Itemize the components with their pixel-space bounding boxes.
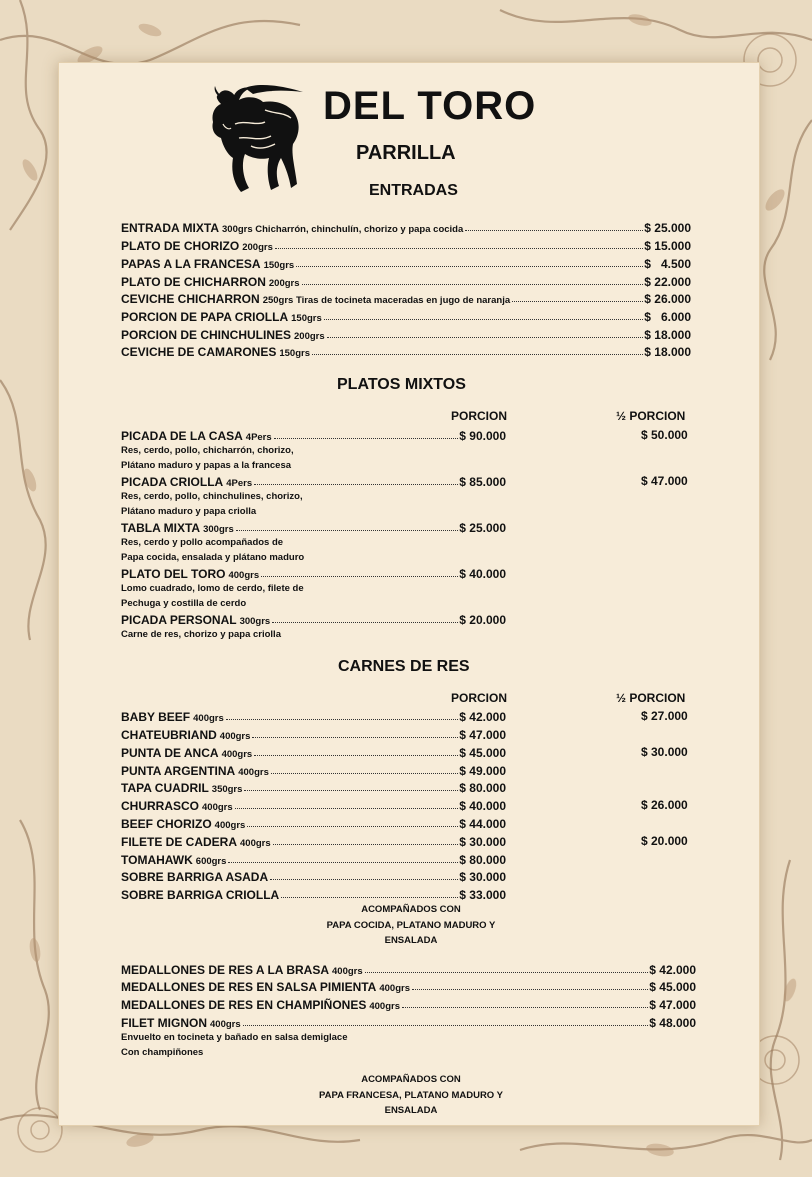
menu-item: SOBRE BARRIGA ASADA $ 30.000 — [121, 870, 506, 884]
menu-item: SOBRE BARRIGA CRIOLLA $ 33.000 — [121, 888, 506, 902]
item-description: Carne de res, chorizo y papa criolla — [121, 629, 281, 640]
item-description: Con champiñones — [121, 1047, 204, 1058]
menu-item: PICADA DE LA CASA 4Pers $ 90.000 — [121, 429, 506, 443]
restaurant-subtitle: PARRILLA — [356, 142, 456, 164]
item-description: Envuelto en tocineta y bañado en salsa demiglace — [121, 1032, 348, 1043]
section-title-platos-mixtos: PLATOS MIXTOS — [337, 376, 466, 393]
menu-item: MEDALLONES DE RES EN CHAMPIÑONES 400grs $ 47.000 — [121, 998, 696, 1012]
column-header-porcion: PORCION — [451, 691, 508, 705]
column-header-porcion: PORCION — [451, 409, 508, 423]
menu-item: PICADA PERSONAL 300grs $ 20.000 — [121, 613, 506, 627]
item-description: Pechuga y costilla de cerdo — [121, 598, 247, 609]
menu-item: CHATEUBRIAND 400grs $ 47.000 — [121, 728, 506, 742]
menu-item: PLATO DE CHORIZO 200grs $ 15.000 — [121, 239, 691, 253]
half-price: $ 30.000 — [641, 745, 688, 759]
item-description: Plátano maduro y papas a la francesa — [121, 460, 292, 471]
menu-item: CEVICHE DE CAMARONES 150grs $ 18.000 — [121, 345, 691, 359]
section-title-carnes-de-res: CARNES DE RES — [338, 658, 470, 675]
menu-item: PORCION DE PAPA CRIOLLA 150grs $ 6.000 — [121, 310, 691, 324]
menu-item: CHURRASCO 400grs $ 40.000 — [121, 799, 506, 813]
item-description: Res, cerdo y pollo acompañados de — [121, 537, 284, 548]
menu-item: FILET MIGNON 400grs $ 48.000 — [121, 1016, 696, 1030]
menu-item: FILETE DE CADERA 400grs $ 30.000 — [121, 835, 506, 849]
half-price: $ 20.000 — [641, 834, 688, 848]
menu-item: MEDALLONES DE RES A LA BRASA 400grs $ 42.000 — [121, 963, 696, 977]
menu-item: ENTRADA MIXTA 300grs Chicharrón, chinchulín, chorizo y papa cocida $ 25.000 — [121, 221, 691, 235]
menu-item: MEDALLONES DE RES EN SALSA PIMIENTA 400grs $ 45.000 — [121, 980, 696, 994]
menu-item: PAPAS A LA FRANCESA 150grs $ 4.500 — [121, 257, 691, 271]
half-price: $ 50.000 — [641, 428, 688, 442]
restaurant-name: DEL TORO — [323, 84, 537, 128]
column-header-half-porcion: ½ PORCION — [616, 691, 686, 705]
menu-item: PUNTA ARGENTINA 400grs $ 49.000 — [121, 764, 506, 778]
menu-item: TABLA MIXTA 300grs $ 25.000 — [121, 521, 506, 535]
menu-item: PLATO DEL TORO 400grs $ 40.000 — [121, 567, 506, 581]
column-header-half-porcion: ½ PORCION — [616, 409, 686, 423]
half-price: $ 26.000 — [641, 798, 688, 812]
half-price: $ 27.000 — [641, 709, 688, 723]
item-description: Res, cerdo, pollo, chinchulines, chorizo, — [121, 491, 303, 502]
menu-item: PUNTA DE ANCA 400grs $ 45.000 — [121, 746, 506, 760]
menu-item: PORCION DE CHINCHULINES 200grs $ 18.000 — [121, 328, 691, 342]
menu-item: TOMAHAWK 600grs $ 80.000 — [121, 853, 506, 867]
section-title-entradas: ENTRADAS — [369, 182, 458, 199]
menu-item: CEVICHE CHICHARRON 250grs Tiras de tocineta maceradas en jugo de naranja $ 26.000 — [121, 292, 691, 306]
menu-item: TAPA CUADRIL 350grs $ 80.000 — [121, 781, 506, 795]
menu-item: BEEF CHORIZO 400grs $ 44.000 — [121, 817, 506, 831]
item-description: Res, cerdo, pollo, chicharrón, chorizo, — [121, 445, 294, 456]
accompaniment-note: ACOMPAÑADOS CON PAPA FRANCESA, PLATANO MADURO Y ENSALADA — [318, 1074, 504, 1116]
menu-item: PICADA CRIOLLA 4Pers $ 85.000 — [121, 475, 506, 489]
item-description: Papa cocida, ensalada y plátano maduro — [121, 552, 305, 563]
menu-item: PLATO DE CHICHARRON 200grs $ 22.000 — [121, 275, 691, 289]
bull-logo-icon — [205, 84, 309, 198]
accompaniment-note: ACOMPAÑADOS CON PAPA COCIDA, PLATANO MADURO Y ENSALADA — [326, 904, 496, 946]
item-description: Plátano maduro y papa criolla — [121, 506, 257, 517]
menu-item: BABY BEEF 400grs $ 42.000 — [121, 710, 506, 724]
item-description: Lomo cuadrado, lomo de cerdo, filete de — [121, 583, 304, 594]
half-price: $ 47.000 — [641, 474, 688, 488]
